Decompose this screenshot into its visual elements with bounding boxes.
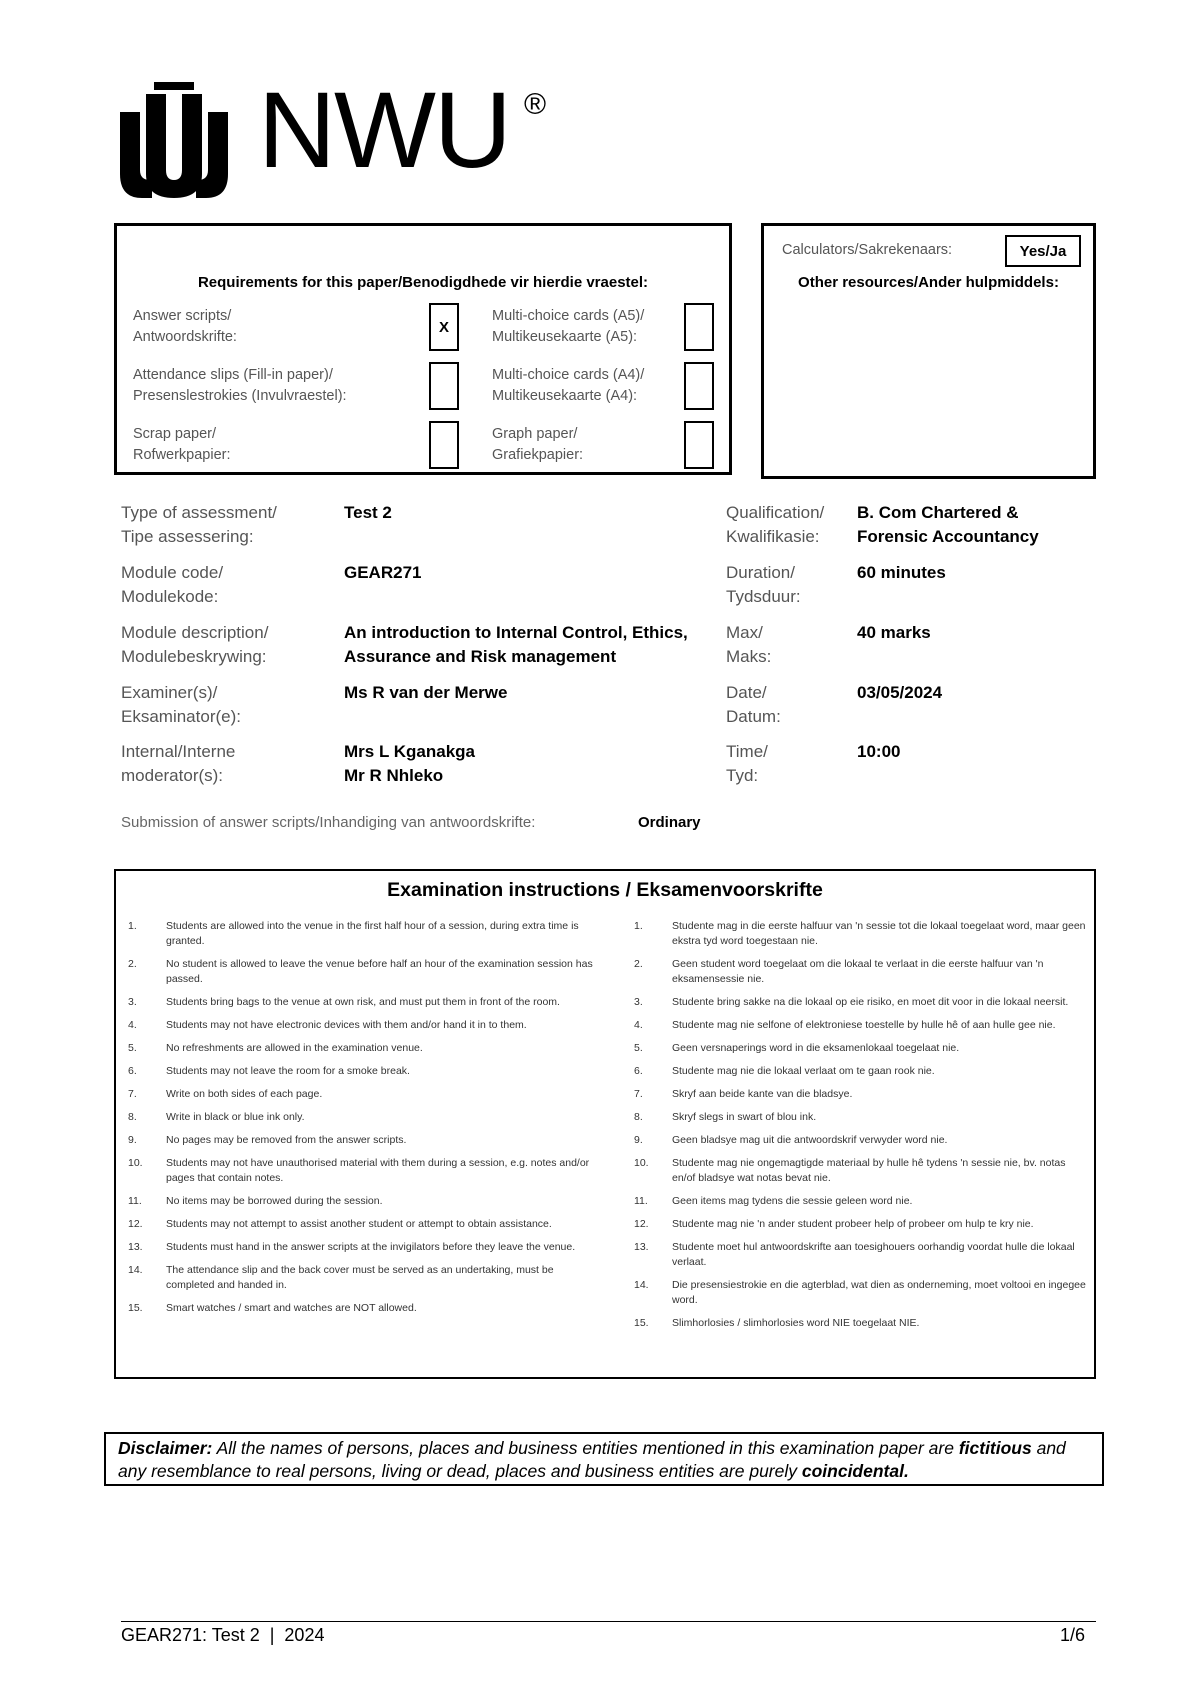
time-label: [726, 740, 768, 788]
label-line1: Type of assessment/: [121, 503, 277, 522]
value-line1: B. Com Chartered &: [857, 503, 1019, 522]
instruction-text: No refreshments are allowed in the examination venue.: [166, 1042, 423, 1054]
instruction-text: Smart watches / smart and watches are NOT allowed.: [166, 1302, 417, 1314]
instruction-item: [128, 919, 598, 949]
req-mc-a5: [492, 306, 644, 348]
value-line1: An introduction to Internal Control, Ethics,: [344, 623, 688, 642]
date-value: 03/05/2024: [857, 683, 943, 702]
instruction-text: Studente mag in die eerste halfuur van 'n sessie tot die lokaal toegelaat word, maar geen ekstra tyd word toegestaan nie.: [672, 920, 1086, 947]
instruction-number: 1.: [128, 920, 137, 932]
instruction-text: Geen items mag tydens die sessie geleen word nie.: [672, 1195, 913, 1207]
label-line1: Duration/: [726, 563, 795, 582]
disclaimer-box: [104, 1432, 1104, 1486]
instruction-number: 2.: [128, 958, 137, 970]
instruction-number: 4.: [634, 1019, 643, 1031]
instruction-number: 14.: [128, 1264, 143, 1276]
page-number: 1/6: [1060, 1625, 1086, 1645]
instruction-item: [128, 1064, 598, 1079]
instruction-number: 12.: [128, 1218, 143, 1230]
req-answer-scripts: [133, 306, 237, 348]
instruction-item: [128, 1301, 598, 1316]
examiner-value: Ms R van der Merwe: [344, 683, 508, 702]
qualification-value: [857, 501, 1039, 549]
module-description-value: [344, 621, 688, 669]
instruction-item: [634, 1041, 1086, 1056]
label-line1: Internal/Interne: [121, 742, 236, 761]
instruction-item: [634, 1018, 1086, 1033]
instruction-number: 2.: [634, 958, 643, 970]
instruction-number: 10.: [634, 1157, 649, 1169]
instruction-item: [634, 1278, 1086, 1308]
resources-box: [761, 223, 1096, 479]
instruction-number: 10.: [128, 1157, 143, 1169]
duration-value: 60 minutes: [857, 563, 946, 582]
instruction-item: [128, 957, 598, 987]
instructions-title: Examination instructions / Eksamenvoorskrifte: [387, 879, 823, 901]
label-line1: Examiner(s)/: [121, 683, 218, 702]
module-description-label: [121, 621, 268, 669]
req-label-line1: Graph paper/: [492, 426, 578, 442]
instruction-item: [634, 919, 1086, 949]
date-label: [726, 681, 781, 729]
instruction-number: 6.: [128, 1065, 137, 1077]
submission-value: Ordinary: [638, 814, 701, 831]
instruction-item: [128, 1194, 598, 1209]
instruction-text: Students may not have electronic devices with them and/or hand it in to them.: [166, 1019, 527, 1031]
instruction-text: Skryf slegs in swart of blou ink.: [672, 1111, 817, 1123]
instruction-text: Students are allowed into the venue in the first half hour of a session, during extra time is granted.: [166, 920, 579, 947]
requirements-title: Requirements for this paper/Benodigdhede vir hierdie vraestel:: [197, 274, 649, 291]
instructions-box: [114, 869, 1096, 1379]
module-code-value: GEAR271: [344, 563, 422, 582]
disclaimer-text1: All the names of persons, places and business entities mentioned in this examination paper are: [212, 1438, 959, 1458]
req-attendance-slips: [133, 365, 347, 407]
instructions-afrikaans-list: [634, 919, 1086, 1339]
label-line2: Maks:: [726, 647, 772, 666]
req-scrap-paper: [133, 424, 231, 466]
instruction-item: [634, 1316, 1086, 1331]
instruction-text: Geen bladsye mag uit die antwoordskrif verwyder word nie.: [672, 1134, 948, 1146]
instruction-item: [634, 957, 1086, 987]
instruction-number: 11.: [634, 1195, 648, 1207]
label-line2: Eksaminator(e):: [121, 707, 241, 726]
instruction-item: [128, 1240, 598, 1255]
instruction-text: Studente mag nie ongemagtigde materiaal by hulle hê tydens 'n sessie nie, bv. notas en/of bladsye wat notas bevat nie.: [672, 1157, 1066, 1184]
examiner-label: [121, 681, 241, 729]
instruction-item: [128, 1263, 598, 1293]
label-line2: Tydsduur:: [726, 587, 801, 606]
instruction-item: [634, 1194, 1086, 1209]
instruction-item: [634, 1133, 1086, 1148]
instruction-text: Write on both sides of each page.: [166, 1088, 323, 1100]
req-graph-paper: [492, 424, 583, 466]
req-scrap-paper-checkbox[interactable]: [429, 421, 459, 469]
req-mc-a4: [492, 365, 644, 407]
time-value: 10:00: [857, 742, 901, 761]
value-line2: Assurance and Risk management: [344, 647, 617, 666]
req-label-line2: Rofwerkpapier:: [133, 447, 231, 463]
instruction-item: [128, 1217, 598, 1232]
instruction-item: [128, 1156, 598, 1186]
instruction-number: 11.: [128, 1195, 142, 1207]
other-resources-label: Other resources/Ander hulpmiddels:: [798, 274, 1059, 291]
label-line2: Modulebeskrywing:: [121, 647, 267, 666]
instruction-text: Die presensiestrokie en die agterblad, wat dien as onderneming, moet voltooi en ingegee word.: [672, 1279, 1086, 1306]
instruction-item: [634, 1087, 1086, 1102]
req-label-line1: Scrap paper/: [133, 426, 217, 442]
calculators-value: Yes/Ja: [1005, 235, 1081, 267]
req-label-line2: Presenslestrokies (Invulvraestel):: [133, 388, 347, 404]
moderator-value: [344, 740, 475, 788]
instruction-number: 13.: [634, 1241, 649, 1253]
disclaimer-bold2: coincidental.: [801, 1461, 909, 1481]
instruction-text: No items may be borrowed during the session.: [166, 1195, 383, 1207]
instruction-item: [128, 1133, 598, 1148]
instruction-number: 9.: [634, 1134, 643, 1146]
logo-wordmark: NWU: [258, 69, 510, 190]
instruction-number: 4.: [128, 1019, 137, 1031]
instruction-item: [128, 1110, 598, 1125]
instruction-number: 3.: [128, 996, 137, 1008]
instruction-text: Geen student word toegelaat om die lokaal te verlaat in die eerste halfuur van 'n eksamensessie nie.: [672, 958, 1044, 985]
label-line2: Kwalifikasie:: [726, 527, 820, 546]
disclaimer-text2: and any resemblance to real persons, living or dead, places and business entities are purely: [118, 1438, 1066, 1481]
duration-label: [726, 561, 801, 609]
instruction-text: Students may not attempt to assist another student or attempt to obtain assistance.: [166, 1218, 552, 1230]
instruction-number: 5.: [128, 1042, 137, 1054]
requirements-box: [114, 223, 732, 475]
label-line1: Time/: [726, 742, 768, 761]
instruction-text: Studente bring sakke na die lokaal op eie risiko, en moet dit voor in die lokaal neersit.: [672, 996, 1069, 1008]
req-label-line1: Multi-choice cards (A4)/: [492, 367, 645, 383]
req-graph-paper-checkbox[interactable]: [684, 421, 714, 469]
instruction-number: 15.: [634, 1317, 649, 1329]
instruction-number: 7.: [634, 1088, 643, 1100]
calculators-label: Calculators/Sakrekenaars:: [782, 242, 953, 258]
label-line2: Datum:: [726, 707, 781, 726]
disclaimer-lead: Disclaimer:: [118, 1438, 213, 1458]
instruction-item: [634, 995, 1086, 1010]
instruction-item: [634, 1217, 1086, 1232]
instruction-text: The attendance slip and the back cover must be served as an undertaking, must be completed and handed in.: [166, 1264, 554, 1291]
instruction-text: Studente mag nie selfone of elektroniese toestelle by hulle hê of aan hulle gee nie.: [672, 1019, 1056, 1031]
req-label-line2: Grafiekpapier:: [492, 447, 584, 463]
instruction-item: [128, 1041, 598, 1056]
instruction-text: No student is allowed to leave the venue before half an hour of the examination session has passed.: [166, 958, 593, 985]
req-label-line1: Attendance slips (Fill-in paper)/: [133, 367, 333, 383]
instruction-text: Studente moet hul antwoordskrifte aan toesighouers oorhandig voordat hulle die lokaal verlaat.: [672, 1241, 1075, 1268]
label-line1: Date/: [726, 683, 767, 702]
req-label-line1: Answer scripts/: [133, 308, 232, 324]
value-line2: Mr R Nhleko: [344, 766, 444, 785]
instruction-number: 1.: [634, 920, 643, 932]
instruction-text: Write in black or blue ink only.: [166, 1111, 305, 1123]
instruction-number: 6.: [634, 1065, 643, 1077]
instruction-text: Students may not leave the room for a smoke break.: [166, 1065, 410, 1077]
instruction-item: [128, 1087, 598, 1102]
instruction-item: [128, 1018, 598, 1033]
instruction-text: Students bring bags to the venue at own risk, and must put them in front of the room.: [166, 996, 560, 1008]
instruction-item: [634, 1064, 1086, 1079]
req-label-line2: Antwoordskrifte:: [133, 329, 237, 345]
instruction-text: Students may not have unauthorised material with them during a session, e.g. notes and/or pages that contain notes.: [166, 1157, 590, 1184]
instruction-text: No pages may be removed from the answer scripts.: [166, 1134, 407, 1146]
label-line1: Qualification/: [726, 503, 825, 522]
submission-label: Submission of answer scripts/Inhandiging van antwoordskrifte:: [121, 814, 536, 831]
instruction-item: [634, 1240, 1086, 1270]
instruction-item: [634, 1110, 1086, 1125]
footer-left: GEAR271: Test 2 | 2024: [121, 1625, 325, 1645]
instruction-number: 7.: [128, 1088, 137, 1100]
qualification-label: [726, 501, 824, 549]
instruction-number: 8.: [634, 1111, 643, 1123]
nwu-logo: [112, 69, 592, 202]
label-line1: Module description/: [121, 623, 269, 642]
label-line2: moderator(s):: [121, 766, 224, 785]
disclaimer-bold1: fictitious: [958, 1438, 1032, 1458]
module-code-label: [121, 561, 223, 609]
req-answer-scripts-checkbox[interactable]: X: [429, 303, 459, 351]
instruction-number: 14.: [634, 1279, 649, 1291]
label-line1: Module code/: [121, 563, 224, 582]
instruction-number: 5.: [634, 1042, 643, 1054]
req-mc-a5-checkbox[interactable]: [684, 303, 714, 351]
instruction-number: 3.: [634, 996, 643, 1008]
value-line1: Mrs L Kganakga: [344, 742, 476, 761]
instruction-number: 13.: [128, 1241, 143, 1253]
max-value: 40 marks: [857, 623, 931, 642]
instruction-text: Geen versnaperings word in die eksamenlokaal toegelaat nie.: [672, 1042, 960, 1054]
value-line2: Forensic Accountancy: [857, 527, 1039, 546]
instruction-text: Students must hand in the answer scripts at the invigilators before they leave the venue.: [166, 1241, 576, 1253]
label-line2: Modulekode:: [121, 587, 219, 606]
instruction-item: [128, 995, 598, 1010]
nwu-emblem-icon: [112, 82, 238, 200]
instruction-item: [634, 1156, 1086, 1186]
max-label: [726, 621, 771, 669]
req-label-line2: Multikeusekaarte (A4):: [492, 388, 638, 404]
instruction-number: 12.: [634, 1218, 649, 1230]
label-line2: Tipe assessering:: [121, 527, 254, 546]
instruction-number: 8.: [128, 1111, 137, 1123]
req-label-line1: Multi-choice cards (A5)/: [492, 308, 645, 324]
type-label: [121, 501, 277, 549]
instruction-text: Slimhorlosies / slimhorlosies word NIE toegelaat NIE.: [672, 1317, 920, 1329]
req-label-line2: Multikeusekaarte (A5):: [492, 329, 638, 345]
instruction-text: Skryf aan beide kante van die bladsye.: [672, 1088, 853, 1100]
instruction-text: Studente mag nie 'n ander student probeer help of probeer om hulp te kry nie.: [672, 1218, 1034, 1230]
instructions-english-list: [128, 919, 598, 1324]
label-line2: Tyd:: [726, 766, 759, 785]
type-value: Test 2: [344, 503, 392, 522]
registered-mark: ®: [524, 88, 547, 121]
req-attendance-slips-checkbox[interactable]: [429, 362, 459, 410]
instruction-text: Studente mag nie die lokaal verlaat om te gaan rook nie.: [672, 1065, 935, 1077]
label-line1: Max/: [726, 623, 763, 642]
footer-rule: [121, 1621, 1096, 1622]
req-mc-a4-checkbox[interactable]: [684, 362, 714, 410]
moderator-label: [121, 740, 235, 788]
instruction-number: 15.: [128, 1302, 143, 1314]
instruction-number: 9.: [128, 1134, 137, 1146]
